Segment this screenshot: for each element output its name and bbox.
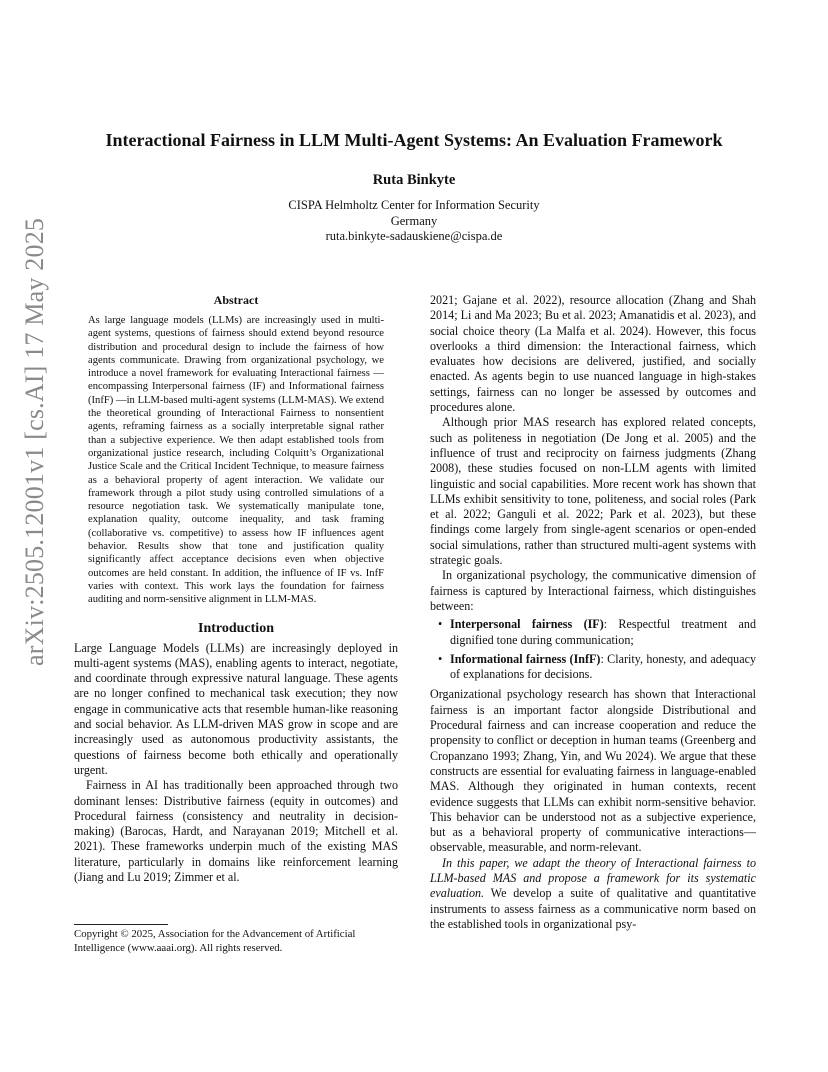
affiliation-country: Germany (390, 213, 438, 228)
right-paragraph-3: In organizational psychology, the communicative dimension of fairness is captured by Interactional fairness, which distinguishes between: (430, 568, 756, 613)
abstract-heading: Abstract (213, 293, 259, 307)
abstract-text: As large language models (LLMs) are increasingly used in multi-agent systems, questions of fairness should extend beyond resource distribution and procedural design to include the fairness of how agents communicate. Drawing from organizational psychology, we introduce a novel framework for evaluating Interactional fairness — encompassing Interpersonal fairness (IF) and Informational fairness (InfF) —in LLM-based multi-agent systems (LLM-MAS). We extend the theoretical grounding of Interactional Fairness to nonsentient agents, reframing fairness as a socially interpretable signal rather than a subjective experience. We then adapt established tools from organizational justice research, including Colquitt’s Organizational Justice Scale and the Critical Incident Technique, to measure fairness as a behavioral property of agent interaction. We validate our framework through a pilot study using controlled simulations of a resource negotiation task. We systematically manipulate tone, explanation quality, outcome inequality, and task framing (collaborative vs. competitive) to assess how IF influences agent behavior. Results show that tone and justification quality significantly affect acceptance decisions even when objective outcomes are held constant. In addition, the influence of IF vs. InfF varies with context. This work lays the foundation for fairness auditing and norm-sensitive alignment in LLM-MAS. (88, 315, 384, 606)
right-paragraph-1: 2021; Gajane et al. 2022), resource allocation (Zhang and Shah 2014; Li and Ma 2023; Bu et al. 2023; Amanatidis et al. 2023), and social choice theory (La Malfa et al. 2024). However, this focus overlooks a third dimension: the Interactional fairness, which evaluates how decisions are delivered, justified, and socially enacted. As agents begin to use nuanced language in high-stakes settings, fairness can no longer be assessed by outcomes and procedures alone. (430, 293, 756, 415)
right-paragraph-5 (430, 856, 756, 932)
fairness-bullet-list (430, 617, 756, 682)
bullet-text: : Clarity, honesty, and adequacy of explanations for decisions. (450, 651, 756, 682)
affiliation-email: ruta.binkyte-sadauskiene@cispa.de (325, 229, 503, 243)
bullet-item-interpersonal (430, 617, 756, 648)
author-name: Ruta Binkyte (372, 172, 456, 188)
contribution-italic: In this paper, we adapt the theory of Interactional fairness to LLM-based MAS and propose a framework for its systematic evaluation. (430, 855, 756, 901)
footnote-rule (74, 924, 168, 925)
intro-paragraph-1: Large Language Models (LLMs) are increasingly deployed in multi-agent systems (MAS), enabling agents to interact, negotiate, and coordinate through expressive natural language. These agents are no longer confined to mechanical task execution; they now engage in communicative acts that resemble human-like reasoning and social behavior. As LLM-driven MAS grow in scope and are increasingly used as autonomous productivity assistants, the questions of fairness become both ethically and operationally urgent. (74, 640, 398, 777)
introduction-heading: Introduction (198, 620, 274, 636)
bullet-term: Informational fairness (InfF) (450, 651, 601, 666)
bullet-term: Interpersonal fairness (IF) (450, 617, 604, 632)
arxiv-stamp: arXiv:2505.12001v1 [cs.AI] 17 May 2025 (20, 217, 49, 666)
bullet-item-informational (430, 652, 756, 683)
contribution-rest: We develop a suite of qualitative and quantitative instruments to assess fairness as a communicative norm based on the established tools in organizational psy- (430, 886, 756, 931)
bullet-dot-icon: • (438, 617, 443, 632)
paper-title: Interactional Fairness in LLM Multi-Agent Systems: An Evaluation Framework (105, 130, 723, 150)
right-column (430, 293, 756, 932)
intro-paragraph-2: Fairness in AI has traditionally been approached through two dominant lenses: Distributive fairness (equity in outcomes) and Procedural fairness (consistency and neutrality in decision-making) (Barocas, Hardt, and Narayanan 2019; Mitchell et al. 2021). These frameworks underpin much of the existing MAS literature, particularly in domains like reinforcement learning (Jiang and Lu 2019; Zimmer et al. (74, 778, 398, 884)
left-column (74, 293, 398, 885)
bullet-text: : Respectful treatment and dignified tone during communication; (450, 617, 756, 647)
right-paragraph-4: Organizational psychology research has shown that Interactional fairness is an important factor alongside Distributional and Procedural fairness and can increase cooperation and reduce the propensity to conflict or deception in human teams (Greenberg and Cropanzano 1993; Zhang, Yin, and Wu 2024). We argue that these constructs are essential for evaluating fairness in language-enabled MAS. Although they originated in human contexts, recent evidence suggests that LLMs can exhibit norm-sensitive behavior. This behavior can be understood not as a subjective experience, but as a behavioral property of communicative interactions—observable, measurable, and norm-relevant. (430, 687, 756, 855)
right-paragraph-2: Although prior MAS research has explored related concepts, such as politeness in negotiation (De Jong et al. 2005) and the influence of trust and reciprocity on fairness judgments (Zhang 2008), these studies focused on non-LLM agents with limited linguistic and social capabilities. More recent work has shown that LLMs exhibit sensitivity to tone, politeness, and social roles (Park et al. 2022; Ganguli et al. 2022; Park et al. 2023), but these findings come largely from single-agent scenarios or open-ended social simulations, rather than structured multi-agent systems with strategic goals. (430, 415, 756, 568)
affiliation-institution: CISPA Helmholtz Center for Information Security (288, 198, 540, 212)
affiliation-block (0, 198, 828, 245)
copyright-footnote: Copyright © 2025, Association for the Advancement of Artificial Intelligence (www.aaai.org). All rights reserved. (74, 928, 356, 954)
bullet-dot-icon: • (438, 651, 443, 666)
